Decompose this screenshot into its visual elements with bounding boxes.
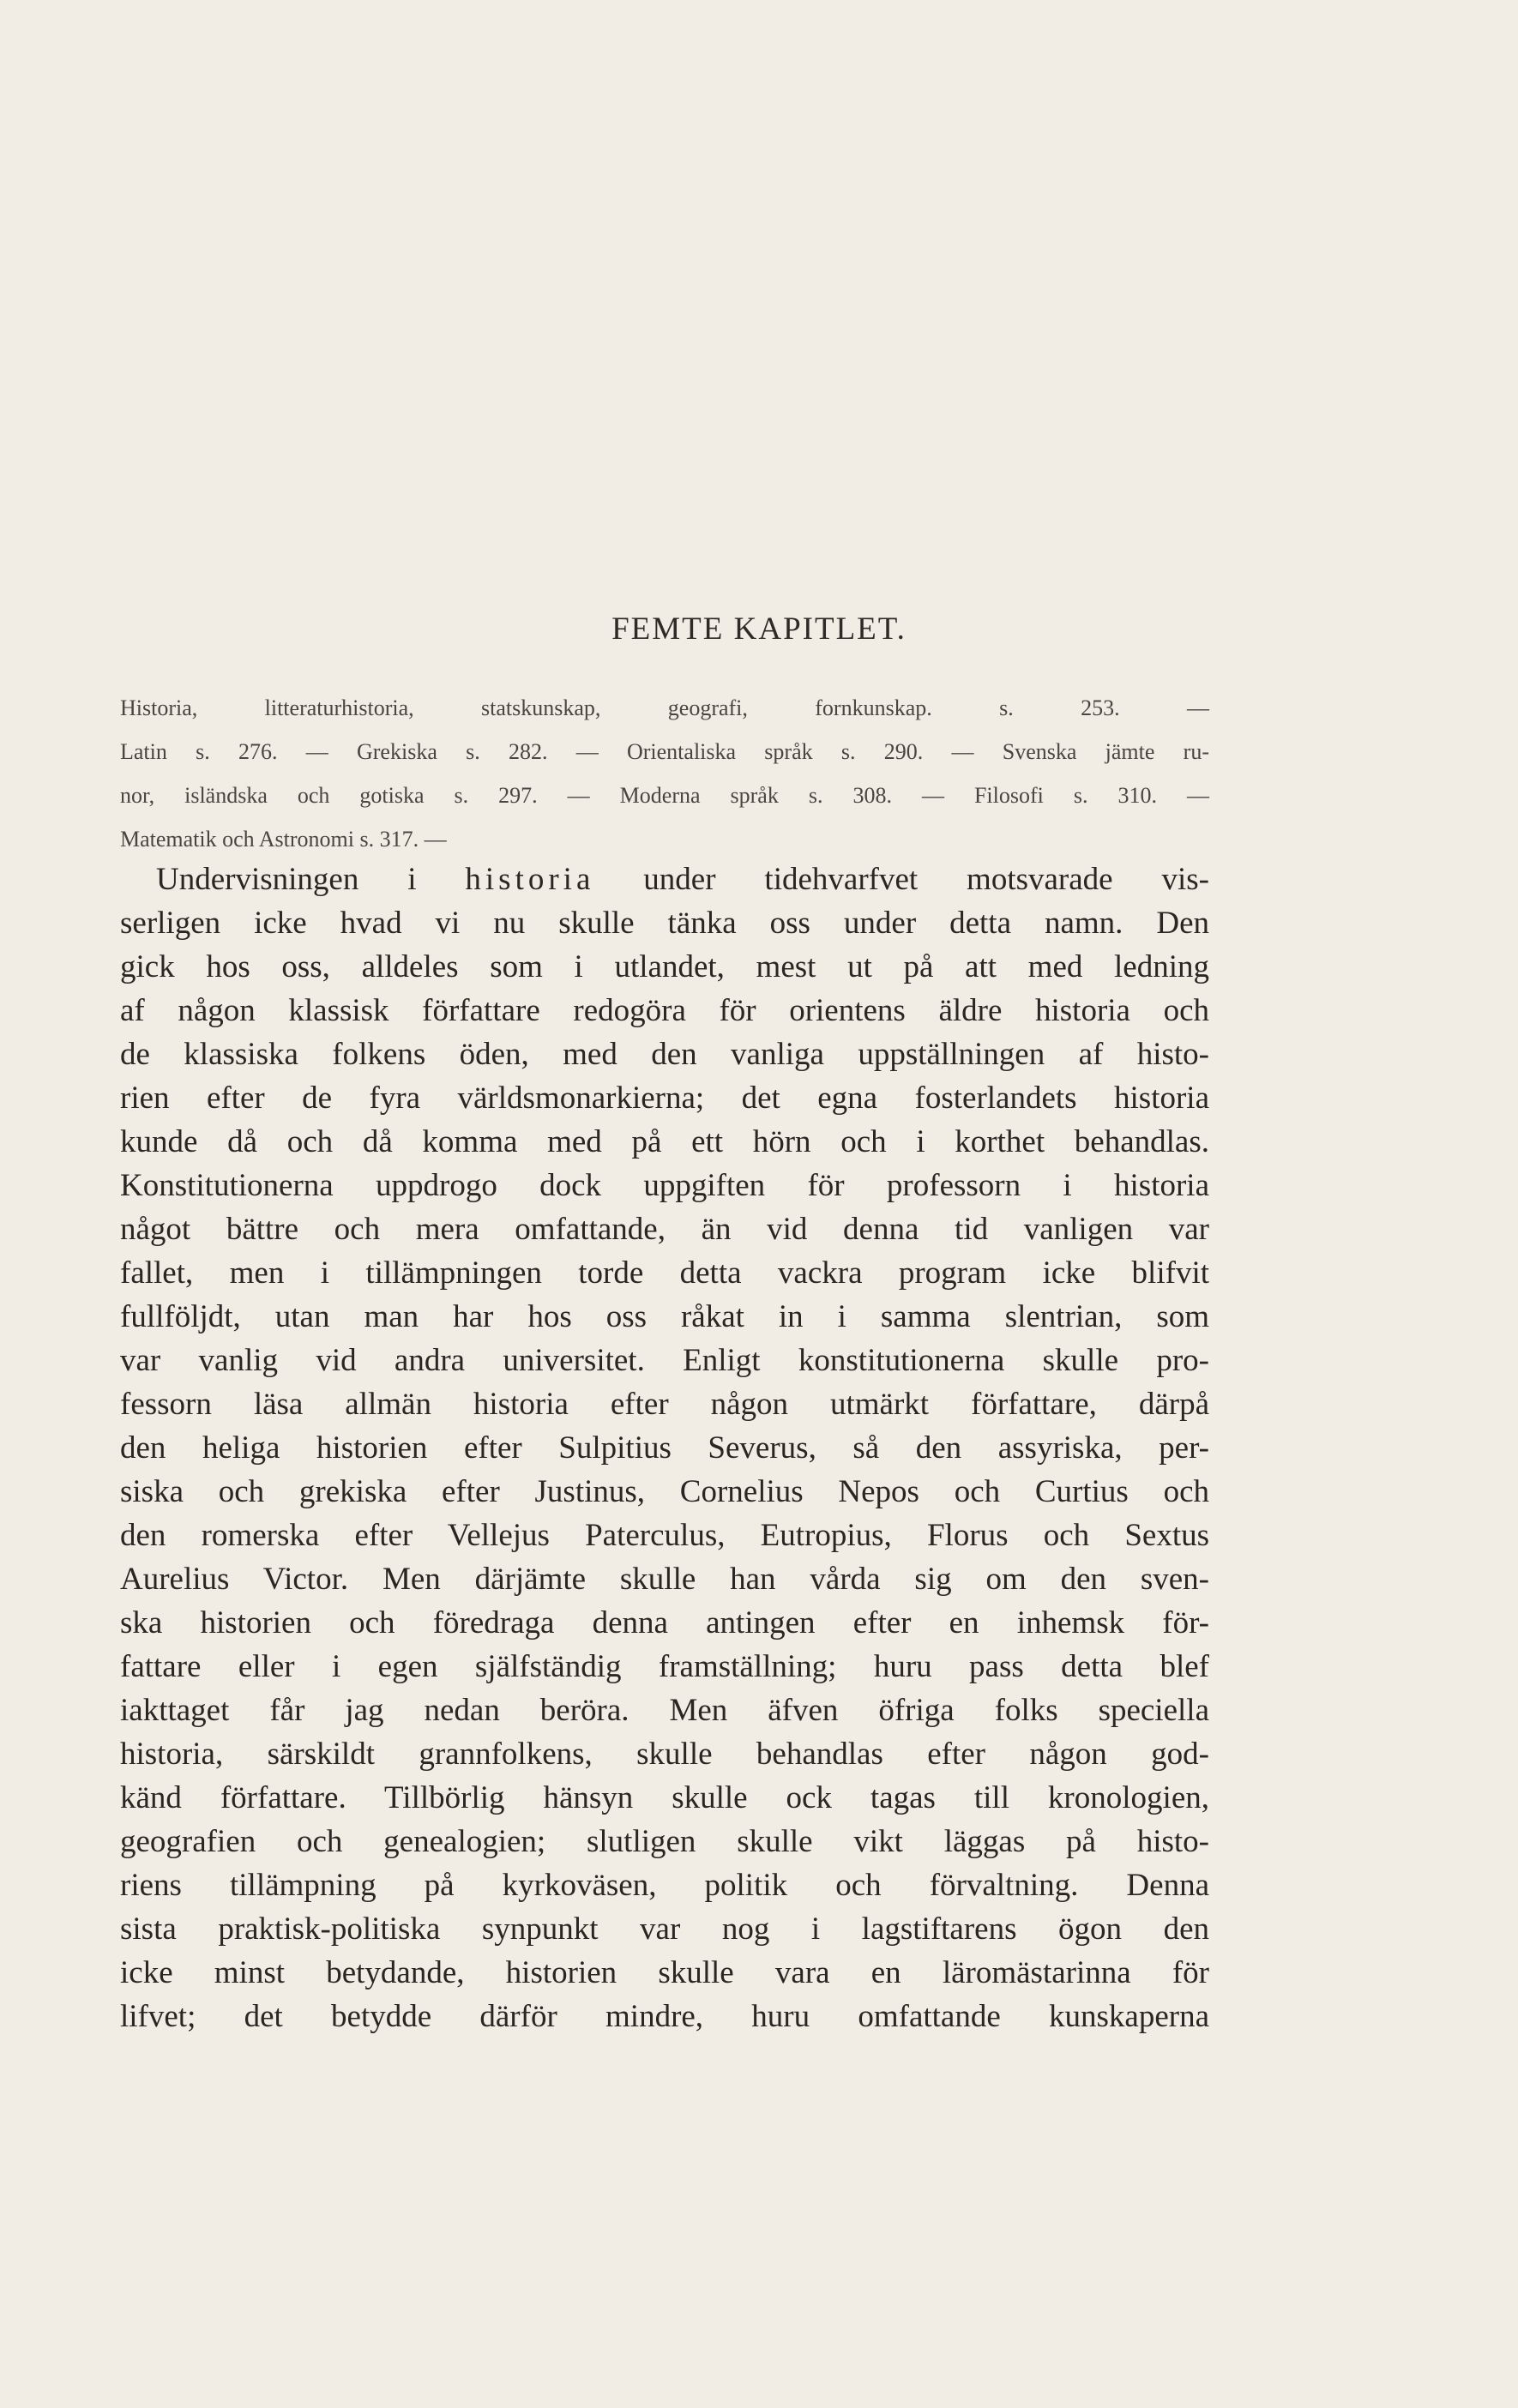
chapter-title: FEMTE KAPITLET. — [611, 611, 907, 647]
text-line: siska och grekiska efter Justinus, Cornelius Nepos och Curtius och — [120, 1474, 1209, 1509]
text-line: iakttaget får jag nedan beröra. Men äfven öfriga folks speciella — [120, 1693, 1209, 1728]
text-line: de klassiska folkens öden, med den vanliga uppställningen af histo- — [120, 1037, 1209, 1072]
text-line: historia, särskildt grannfolkens, skulle behandlas efter någon god- — [120, 1737, 1209, 1772]
emphasized-word: historia — [465, 862, 595, 897]
text-line: Konstitutionerna uppdrogo dock uppgiften för professorn i historia — [120, 1168, 1209, 1203]
text-line: riens tillämpning på kyrkoväsen, politik och förvaltning. Denna — [120, 1868, 1209, 1903]
text-line: fessorn läsa allmän historia efter någon utmärkt författare, därpå — [120, 1387, 1209, 1422]
text-fragment: Undervisningen i — [156, 862, 466, 897]
text-line: var vanlig vid andra universitet. Enligt konstitutionerna skulle pro- — [120, 1343, 1209, 1378]
summary-line: Historia, litteraturhistoria, statskunskap, geografi, fornkunskap. s. 253. — — [120, 695, 1209, 720]
text-line: af någon klassisk författare redogöra för orientens äldre historia och — [120, 993, 1209, 1028]
text-line: sista praktisk-politiska synpunkt var nog i lagstiftarens ögon den — [120, 1911, 1209, 1947]
summary-line: nor, isländska och gotiska s. 297. — Moderna språk s. 308. — Filosofi s. 310. — — [120, 783, 1209, 808]
text-line: ska historien och föredraga denna antingen efter en inhemsk för- — [120, 1605, 1209, 1640]
text-line: fullföljdt, utan man har hos oss råkat in i samma slentrian, som — [120, 1299, 1209, 1334]
text-line — [120, 858, 1209, 901]
text-line: något bättre och mera omfattande, än vid denna tid vanligen var — [120, 1212, 1209, 1247]
text-line: Aurelius Victor. Men därjämte skulle han vårda sig om den sven- — [120, 1562, 1209, 1597]
text-line: lifvet; det betydde därför mindre, huru omfattande kunskaperna — [120, 1999, 1209, 2034]
text-line: serligen icke hvad vi nu skulle tänka oss under detta namn. Den — [120, 906, 1209, 941]
body-text — [120, 858, 1209, 2038]
text-line: kunde då och då komma med på ett hörn och i korthet behandlas. — [120, 1124, 1209, 1159]
summary-line: Matematik och Astronomi s. 317. — — [120, 827, 447, 852]
summary-line: Latin s. 276. — Grekiska s. 282. — Orientaliska språk s. 290. — Svenska jämte ru- — [120, 739, 1209, 764]
text-fragment: under tidehvarfvet motsvarade vis- — [594, 862, 1209, 897]
chapter-summary — [120, 686, 1209, 861]
text-line: den heliga historien efter Sulpitius Severus, så den assyriska, per- — [120, 1430, 1209, 1466]
text-line: fattare eller i egen själfständig framställning; huru pass detta blef — [120, 1649, 1209, 1684]
text-line: icke minst betydande, historien skulle vara en läromästarinna för — [120, 1955, 1209, 1990]
text-line: känd författare. Tillbörlig hänsyn skulle ock tagas till kronologien, — [120, 1780, 1209, 1815]
text-line: geografien och genealogien; slutligen skulle vikt läggas på histo- — [120, 1824, 1209, 1859]
text-line: gick hos oss, alldeles som i utlandet, mest ut på att med ledning — [120, 949, 1209, 984]
text-line: den romerska efter Vellejus Paterculus, Eutropius, Florus och Sextus — [120, 1518, 1209, 1553]
text-line: rien efter de fyra världsmonarkierna; det egna fosterlandets historia — [120, 1081, 1209, 1116]
text-line: fallet, men i tillämpningen torde detta vackra program icke blifvit — [120, 1255, 1209, 1291]
